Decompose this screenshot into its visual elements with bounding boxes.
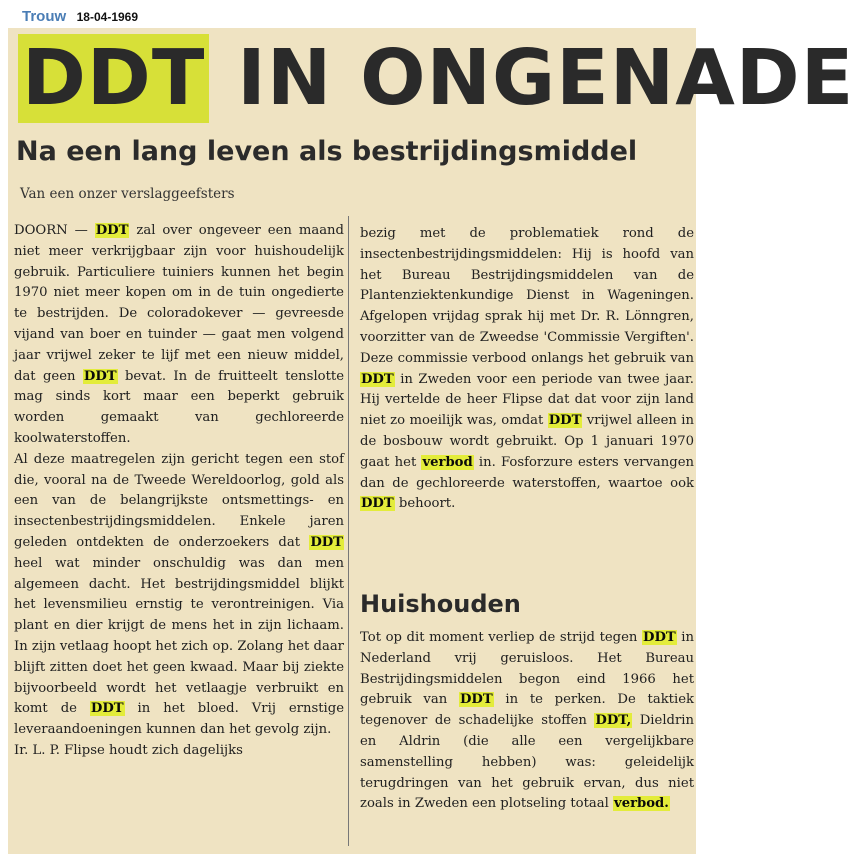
publication-date: 18-04-1969 xyxy=(76,10,139,24)
article-column-3: Tot op dit moment verliep de strijd tegen DDT in Nederland vrij geruisloos. Het Bureau Bestrijdingsmiddelen begon eind 1966 het gebruik van DDT in te perken. De taktiek tegenover de schadelijke stoffen DDT, Dieldrin en Aldrin (die alle een vergelijkbare samenstelling hebben) was: geleidelijk terugdringen van het gebruik ervan, dus niet zoals in Zweden een plotseling totaal verbod. xyxy=(360,630,694,812)
highlighted-term: verbod xyxy=(422,454,473,470)
highlighted-term: DDT xyxy=(90,701,124,717)
article-column-1: DOORN — DDT zal over ongeveer een maand niet meer verkrijgbaar zijn voor huishoudelijk gebruik. Particuliere tuiniers kunnen het begin 1970 niet meer kopen om in de tuin ongedierte te bestrijden. De coloradokever — gevreesde vijand van boer en tuinder — gaat men volgend jaar vrijwel zeker te lijf met een nieuw middel, dat geen DDT bevat. In de fruitteelt tenslotte mag sinds kort maar een beperkt gebruik worden gemaakt van gechloreerde koolwaterstoffen. Al deze maatregelen zijn gericht tegen een stof die, vooral na de Tweede Wereldoorlog, gold als een van de belangrijkste ontsmettings- en insectenbestrijdingsmiddelen. Enkele jaren geleden ontdekten de onderzoekers dat DDT heel wat minder onschuldig was dan men algemeen dacht. Het bestrijdingsmiddel blijkt het levensmilieu ernstig te verontreinigen. Via plant en dier krijgt de mens het in zijn lichaam. In zijn vetlaag hoopt het zich op. Zolang het daar blijft zitten doet het geen kwaad. Maar bij ziekte bijvoorbeeld wordt het vetlaagje verbruikt en komt de DDT in het bloed. Vrij ernstige leveraandoeningen kunnen dan het gevolg zijn. Ir. L. P. Flipse houdt zich dagelijks xyxy=(14,223,345,758)
source-line xyxy=(22,8,138,26)
column-divider xyxy=(348,216,349,846)
highlighted-term: DDT xyxy=(643,630,676,645)
highlighted-term: DDT xyxy=(361,496,394,512)
headline-rest: IN ONGENADE xyxy=(209,34,854,123)
highlighted-term: DDT xyxy=(361,371,394,387)
byline: Van een onzer verslaggeefsters xyxy=(20,186,235,202)
subheadline: Na een lang leven als bestrijdingsmiddel xyxy=(16,136,638,167)
highlighted-term: verbod. xyxy=(614,796,669,812)
highlighted-term: DDT xyxy=(548,413,582,429)
highlighted-term: DDT xyxy=(83,368,117,384)
section-heading: Huishouden xyxy=(360,590,521,618)
highlighted-term: DDT xyxy=(95,223,129,238)
newspaper-name: Trouw xyxy=(22,8,67,25)
headline-highlight: DDT xyxy=(18,34,209,123)
highlighted-term: DDT, xyxy=(595,713,632,729)
highlighted-term: DDT xyxy=(310,534,343,550)
article-column-2: bezig met de problematiek rond de insectenbestrijdingsmiddelen: Hij is hoofd van het Bureau Bestrijdingsmiddelen van de Plantenziektenkundige Dienst in Wageningen. Afgelopen vrijdag sprak hij met Dr. R. Lönngren, voorzitter van de Zweedse 'Commissie Vergiften'. Deze commissie verbood onlangs het gebruik van DDT in Zweden voor een periode van twee jaar. Hij vertelde de heer Flipse dat dat voor zijn land niet zo moeilijk was, omdat DDT vrijwel alleen in de bosbouw wordt gebruikt. Op 1 januari 1970 gaat het verbod in. Fosforzure esters vervangen dan de gechloreerde waterstoffen, waartoe ook DDT behoort. xyxy=(360,226,694,512)
newspaper-clipping xyxy=(8,28,854,854)
headline xyxy=(18,34,854,124)
highlighted-term: DDT xyxy=(459,692,493,708)
